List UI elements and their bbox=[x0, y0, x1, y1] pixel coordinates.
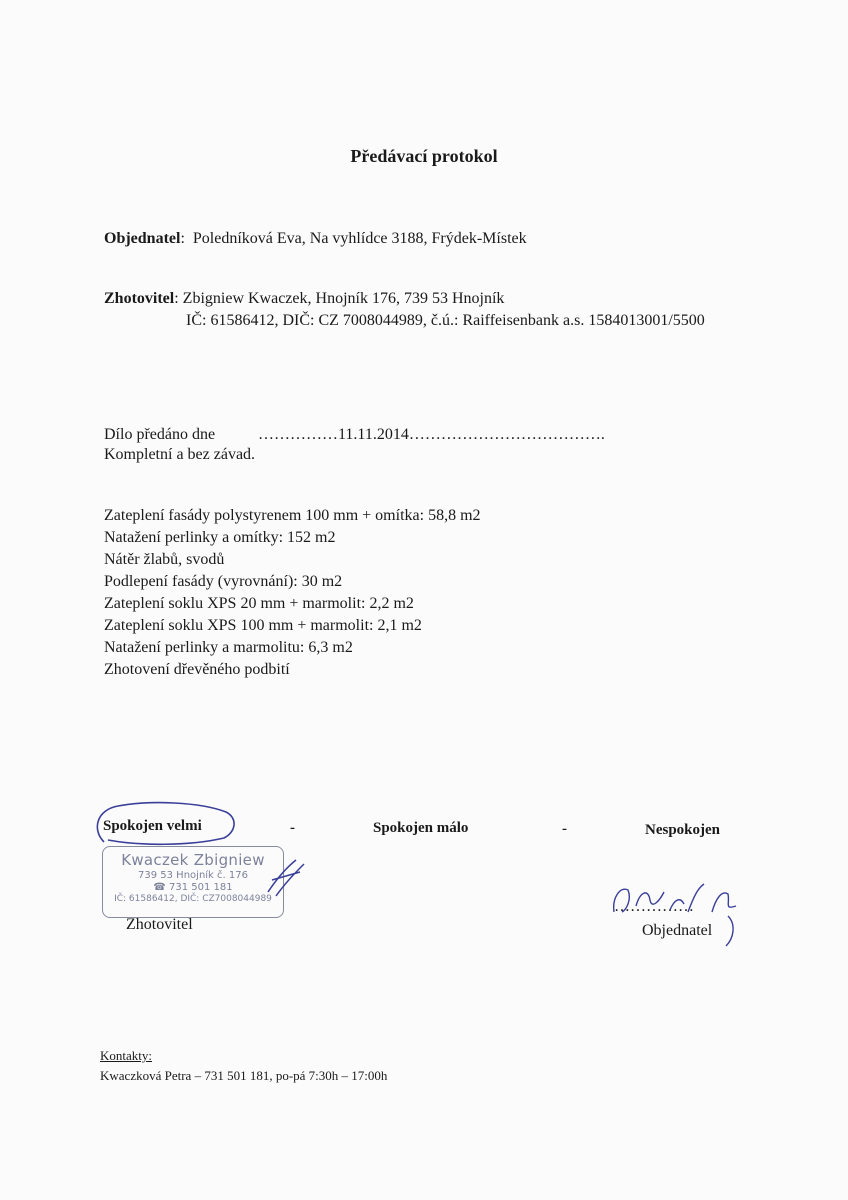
rating-separator: - bbox=[290, 820, 295, 836]
rating-option-nespokojen: Nespokojen bbox=[645, 822, 721, 838]
contacts-line: Kwaczková Petra – 731 501 181, po-pá 7:30h – 17:00h bbox=[100, 1068, 388, 1083]
signature-dots-objednatel: …………… bbox=[614, 898, 694, 915]
zhotovitel-row: Zhotovitel: Zbigniew Kwaczek, Hnojník 176, 739 53 Hnojník bbox=[104, 290, 505, 307]
handover-dots-after: ………………………………. bbox=[408, 426, 605, 443]
work-item: Zateplení soklu XPS 100 mm + marmolit: 2,1 m2 bbox=[104, 617, 422, 634]
zhotovitel-label: Zhotovitel bbox=[104, 290, 175, 307]
handover-label: Dílo předáno dne bbox=[104, 426, 216, 443]
work-item: Nátěr žlabů, svodů bbox=[104, 551, 225, 568]
signature-label-zhotovitel: Zhotovitel bbox=[126, 916, 193, 933]
work-item: Natažení perlinky a omítky: 152 m2 bbox=[104, 529, 336, 546]
work-item: Natažení perlinky a marmolitu: 6,3 m2 bbox=[104, 639, 353, 656]
work-item: Zateplení fasády polystyrenem 100 mm + omítka: 58,8 m2 bbox=[104, 507, 481, 524]
work-item: Podlepení fasády (vyrovnání): 30 m2 bbox=[104, 573, 343, 590]
selection-circle bbox=[97, 803, 234, 845]
objednatel-row: Objednatel: Poledníková Eva, Na vyhlídce 3188, Frýdek-Místek bbox=[104, 230, 527, 247]
objednatel-value: Poledníková Eva, Na vyhlídce 3188, Frýdek-Místek bbox=[192, 230, 527, 247]
objednatel-signature bbox=[614, 884, 736, 912]
objednatel-signature-bracket bbox=[726, 916, 733, 946]
zhotovitel-line1: Zbigniew Kwaczek, Hnojník 176, 739 53 Hnojník bbox=[182, 290, 505, 307]
rating-option-spokojen-malo: Spokojen málo bbox=[373, 820, 469, 836]
handover-note: Kompletní a bez závad. bbox=[104, 446, 256, 463]
handover-date: 11.11.2014 bbox=[338, 426, 409, 443]
handover-dots-before: …………… bbox=[258, 426, 338, 443]
work-item: Zhotovení dřevěného podbití bbox=[104, 661, 290, 678]
rating-option-spokojen-velmi: Spokojen velmi bbox=[103, 818, 202, 834]
stamp-name: Kwaczek Zbigniew bbox=[121, 851, 265, 869]
zhotovitel-line2: IČ: 61586412, DIČ: CZ 7008044989, č.ú.: Raiffeisenbank a.s. 1584013001/5500 bbox=[186, 312, 705, 329]
stamp-ids: IČ: 61586412, DIČ: CZ7008044989 bbox=[114, 894, 272, 904]
signature-label-objednatel: Objednatel bbox=[642, 922, 713, 939]
stamp-address: 739 53 Hnojník č. 176 bbox=[138, 870, 248, 881]
objednatel-label: Objednatel bbox=[104, 230, 181, 247]
zhotovitel-signature bbox=[268, 860, 304, 896]
contacts-heading: Kontakty: bbox=[100, 1048, 152, 1063]
stamp-phone: ☎ 731 501 181 bbox=[153, 882, 233, 893]
rating-separator: - bbox=[562, 821, 567, 837]
page-title: Předávací protokol bbox=[350, 146, 498, 166]
work-item: Zateplení soklu XPS 20 mm + marmolit: 2,2 m2 bbox=[104, 595, 414, 612]
